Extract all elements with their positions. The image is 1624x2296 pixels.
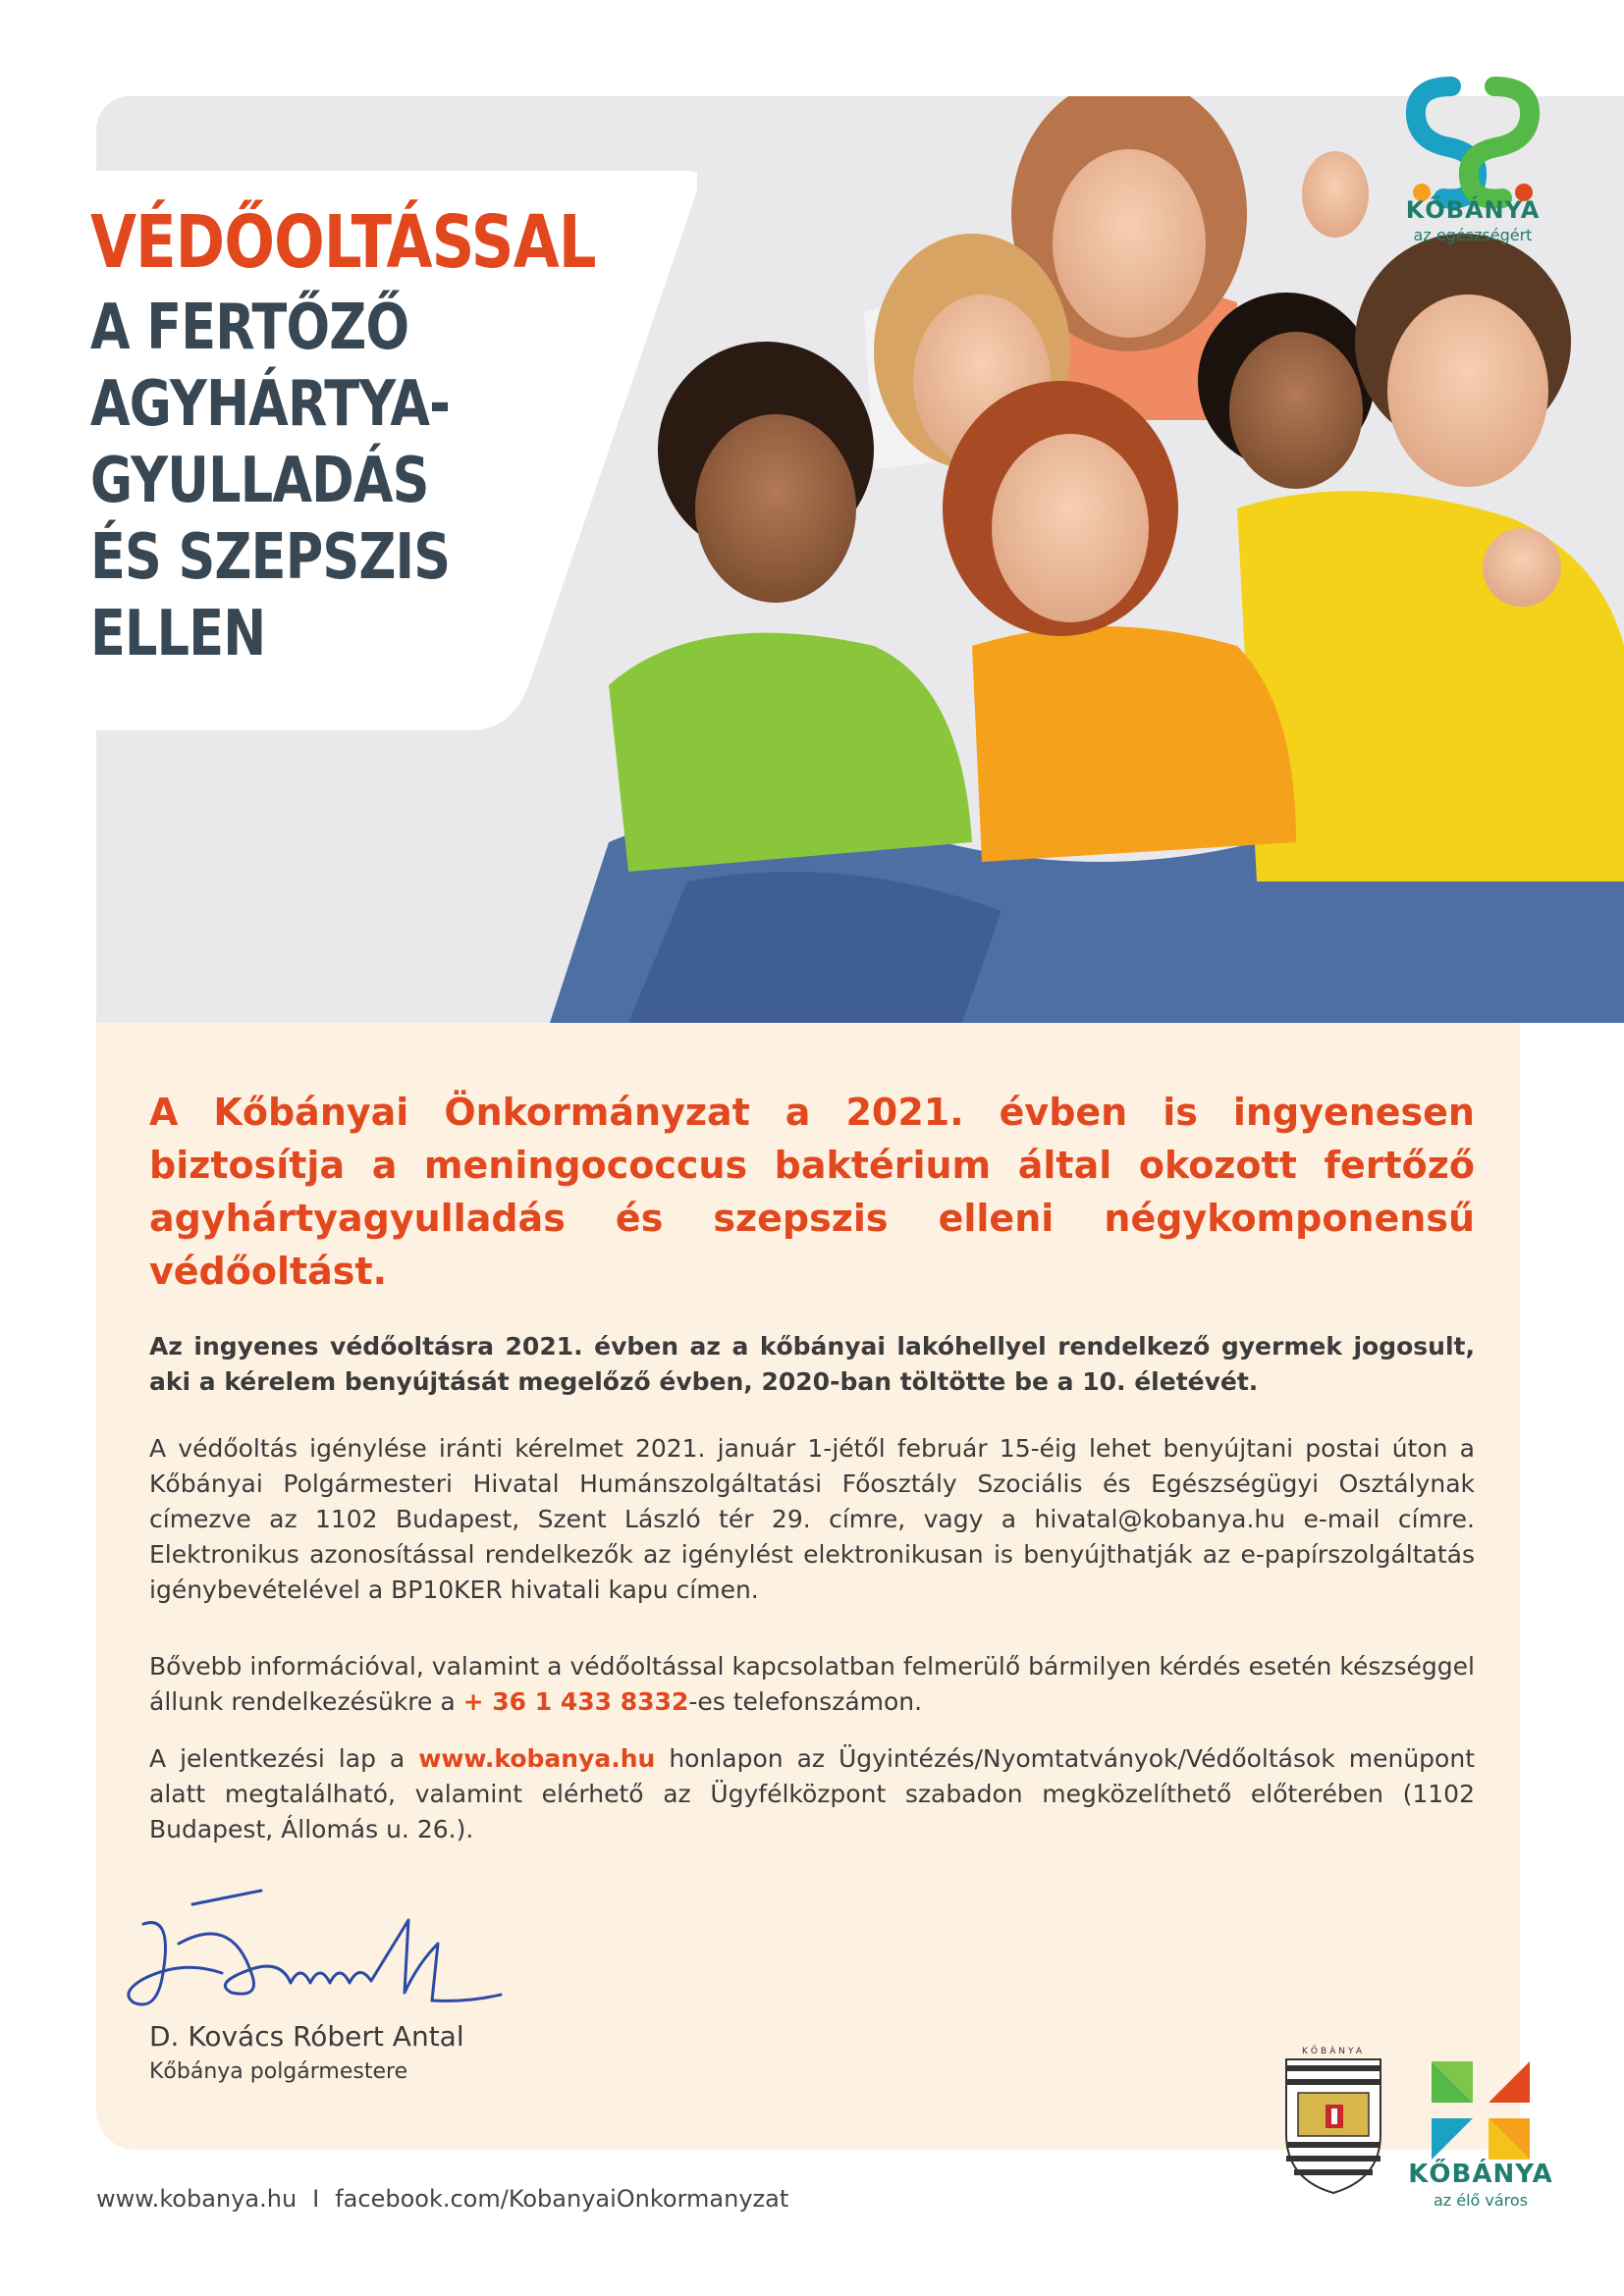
lead-paragraph: A Kőbányai Önkormányzat a 2021. évben is ingyenesen biztosítja a meningococcus baktérium által okozott fertőző agyhártyagyulladás és szepszis elleni négykomponensű védőoltást. — [149, 1091, 1475, 1293]
form-text-after: honlapon az Ügyintézés/Nyomtatványok/Védőoltások menüpont alatt megtalálható, valamint elérhető az Ügyfélközpont szabadon megközelíthető előterében (1102 Budapest, Állomás u. 26.). — [149, 1744, 1475, 1843]
logo-top-tagline: az egészségért — [1413, 226, 1533, 244]
logo-bottom-tagline: az élő város — [1433, 2191, 1529, 2210]
headline — [90, 200, 596, 679]
headline-line-1: VÉDŐOLTÁSSAL — [90, 200, 596, 285]
form-text-before: A jelentkezési lap a — [149, 1744, 419, 1773]
logo-bottom-name: KŐBÁNYA — [1408, 2160, 1553, 2189]
form-paragraph — [149, 1741, 1475, 1847]
kobanya-crest-icon — [1278, 2044, 1388, 2197]
signature-image — [114, 1885, 516, 2032]
kobanya-city-logo-icon — [1422, 2052, 1540, 2169]
footer — [96, 2185, 788, 2213]
eligibility-paragraph: Az ingyenes védőoltásra 2021. évben az a kőbányai lakóhellyel rendelkező gyermek jogosult, aki a kérelem benyújtását megelőző évben, 2020-ban töltötte be a 10. életévét. — [149, 1332, 1475, 1396]
footer-separator: I — [312, 2185, 320, 2213]
crest-text: KŐBÁNYA — [1301, 2047, 1366, 2056]
headline-line-2: A FERTŐZŐ — [90, 292, 409, 364]
info-paragraph — [149, 1649, 1475, 1720]
application-paragraph: A védőoltás igénylése iránti kérelmet 2021. január 1-jétől február 15-éig lehet benyújtani postai úton a Kőbányai Polgármesteri Hivatal Humánszolgáltatási Főosztály Szociális és Egészségügyi Osztálynak címezve az 1102 Budapest, Szent László tér 29. címre, vagy a hivatal@kobanya.hu e-mail címre. Elektronikus azonosítással rendelkezők az igénylést elektronikusan is benyújthatják az e-papírszolgáltatás igénybevételével a BP10KER hivatali kapu címen. — [149, 1434, 1475, 1604]
footer-facebook-link[interactable]: facebook.com/KobanyaiOnkormanyzat — [335, 2185, 789, 2213]
info-text-before: Bővebb információval, valamint a védőoltással kapcsolatban felmerülő bármilyen kérdés esetén készséggel állunk rendelkezésükre a — [149, 1652, 1475, 1716]
phone-number[interactable]: + 36 1 433 8332 — [462, 1687, 689, 1716]
headline-line-6: ELLEN — [90, 598, 266, 670]
info-text-after: -es telefonszámon. — [688, 1687, 923, 1716]
headline-line-5: ÉS SZEPSZIS — [90, 521, 451, 594]
footer-website-link[interactable]: www.kobanya.hu — [96, 2185, 298, 2213]
website-link[interactable]: www.kobanya.hu — [418, 1744, 656, 1773]
logo-top-name: KŐBÁNYA — [1405, 196, 1541, 224]
headline-line-3: AGYHÁRTYA- — [90, 368, 451, 441]
signer-title: Kőbánya polgármestere — [149, 2059, 408, 2084]
signer-name: D. Kovács Róbert Antal — [149, 2020, 464, 2053]
headline-line-4: GYULLADÁS — [90, 445, 429, 517]
